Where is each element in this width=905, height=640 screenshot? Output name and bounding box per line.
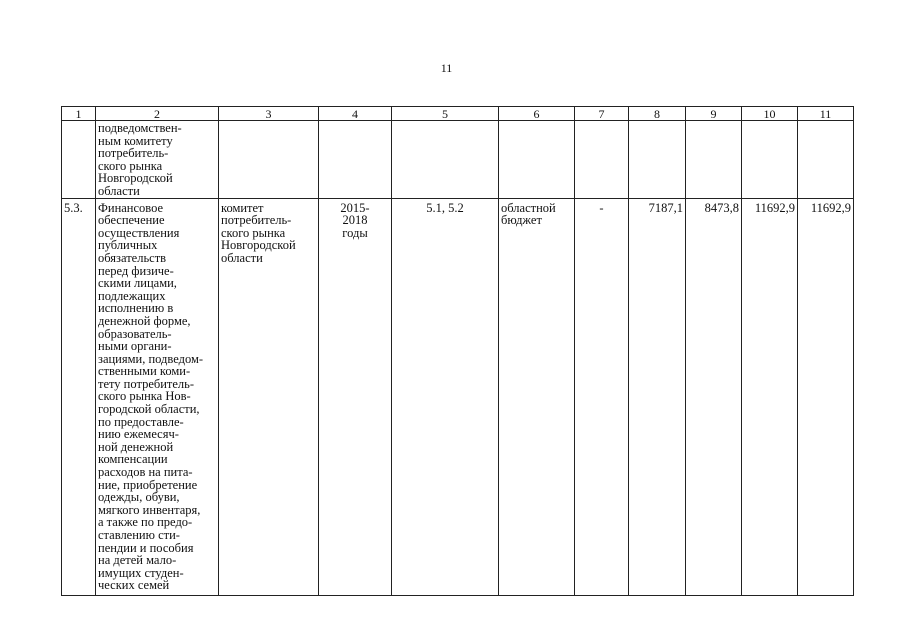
text-line: образователь- <box>98 326 172 341</box>
text-line: потребитель- <box>98 146 169 161</box>
text-line: а также по предо- <box>98 515 193 530</box>
text-line: обязательств <box>98 250 167 265</box>
text-line: области <box>221 250 263 265</box>
text-line: осуществления <box>98 225 180 240</box>
row-targets: 5.1, 5.2 <box>392 198 499 595</box>
text-line: на детей мало- <box>98 553 177 568</box>
text-line: по предоставле- <box>98 414 184 429</box>
row-description-cell <box>96 198 219 595</box>
cont-cell-col10 <box>742 121 798 199</box>
text-line: пендии и пособия <box>98 540 194 555</box>
cont-cell-executor <box>219 121 319 199</box>
text-line: ского рынка <box>98 158 163 173</box>
row-col11: 11692,9 <box>798 198 854 595</box>
text-line: расходов на пита- <box>98 465 193 480</box>
cont-cell-col9 <box>686 121 742 199</box>
text-line: ными органи- <box>98 339 172 354</box>
text-line: перед физиче- <box>98 263 174 278</box>
cont-cell-number <box>62 121 96 199</box>
text-line: нию ежемесяч- <box>98 427 179 442</box>
cont-cell-col7 <box>575 121 629 199</box>
cont-cell-description <box>96 121 219 199</box>
text-line: тету потребитель- <box>98 376 195 391</box>
col-header-10: 10 <box>742 107 798 121</box>
text-line: городской области, <box>98 402 200 417</box>
row-col10: 11692,9 <box>742 198 798 595</box>
col-header-9: 9 <box>686 107 742 121</box>
text-line: зациями, подведом- <box>98 351 204 366</box>
row-period-text <box>321 202 389 240</box>
text-line: ского рынка <box>221 225 286 240</box>
col-header-4: 4 <box>319 107 392 121</box>
row-col7: - <box>575 198 629 595</box>
text-line: ние, приобретение <box>98 477 198 492</box>
text-line: областной <box>501 200 556 215</box>
text-line: денежной форме, <box>98 313 191 328</box>
col-header-1: 1 <box>62 107 96 121</box>
text-line: имущих студен- <box>98 565 184 580</box>
col-header-2: 2 <box>96 107 219 121</box>
col-header-7: 7 <box>575 107 629 121</box>
program-table <box>61 106 854 596</box>
cont-cell-col8 <box>629 121 686 199</box>
text-line: ставлению сти- <box>98 528 180 542</box>
cont-cell-source <box>499 121 575 199</box>
text-line: ского рынка Нов- <box>98 389 191 404</box>
text-line: публичных <box>98 238 158 253</box>
cont-cell-col11 <box>798 121 854 199</box>
col-header-6: 6 <box>499 107 575 121</box>
text-line: годы <box>342 225 368 240</box>
text-line: обеспечение <box>98 213 165 228</box>
text-line: бюджет <box>501 213 542 228</box>
row-description-text <box>98 202 216 592</box>
col-header-8: 8 <box>629 107 686 121</box>
row-source-cell <box>499 198 575 595</box>
text-line: ственными коми- <box>98 364 191 379</box>
col-header-5: 5 <box>392 107 499 121</box>
text-line: потребитель- <box>221 213 292 228</box>
row-executor-text <box>221 202 316 265</box>
text-line: области <box>98 183 140 198</box>
text-line: 2015- <box>340 200 370 215</box>
text-line: Новгородской <box>98 171 173 186</box>
text-line: комитет <box>221 200 264 215</box>
text-line: ным комитету <box>98 133 173 148</box>
text-line: компенсации <box>98 452 168 467</box>
row-executor-cell <box>219 198 319 595</box>
page-number: 11 <box>440 61 453 75</box>
text-line: 2018 <box>342 213 368 228</box>
text-line: ческих семей <box>98 578 170 593</box>
text-line: исполнению в <box>98 301 174 316</box>
cont-cell-period <box>319 121 392 199</box>
row-number: 5.3. <box>62 198 96 595</box>
col-header-3: 3 <box>219 107 319 121</box>
text-line: Финансовое <box>98 200 164 215</box>
text-line: подведомствен- <box>98 121 182 135</box>
text-line: подлежащих <box>98 288 166 303</box>
text-line: ной денежной <box>98 439 174 454</box>
row-source-text <box>501 202 572 227</box>
text-line: мягкого инвентаря, <box>98 502 201 517</box>
text-line: одежды, обуви, <box>98 490 180 505</box>
table-row-5-3 <box>62 198 854 595</box>
row-col9: 8473,8 <box>686 198 742 595</box>
table-row-continued <box>62 121 854 199</box>
column-numbers-row <box>62 107 854 121</box>
cont-description-text <box>98 122 216 198</box>
row-period-cell <box>319 198 392 595</box>
row-col8: 7187,1 <box>629 198 686 595</box>
cont-cell-targets <box>392 121 499 199</box>
text-line: Новгородской <box>221 238 296 253</box>
col-header-11: 11 <box>798 107 854 121</box>
text-line: скими лицами, <box>98 276 177 291</box>
